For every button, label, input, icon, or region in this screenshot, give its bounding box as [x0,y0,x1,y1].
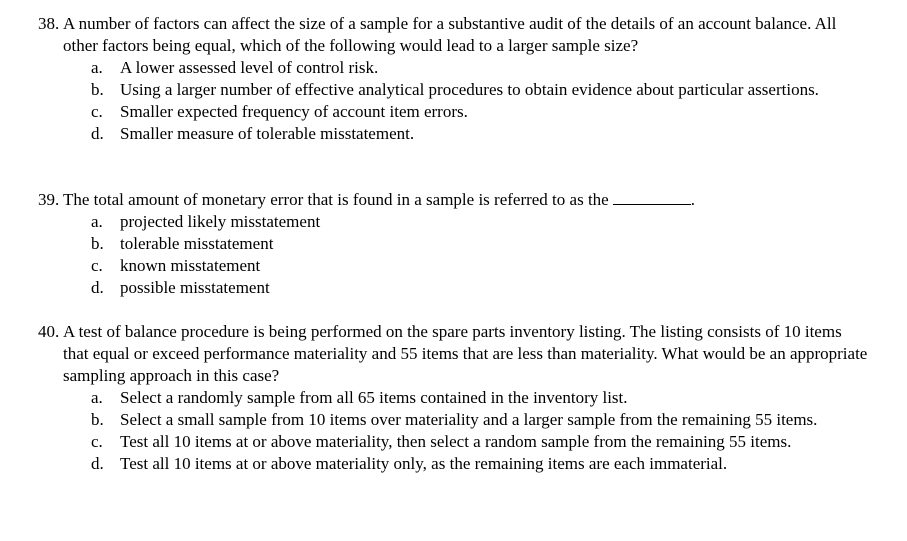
option-b [38,79,868,101]
option-text: projected likely misstatement [120,212,321,231]
options-list [38,57,868,145]
option-letter: d. [91,278,104,297]
option-letter: a. [91,388,103,407]
question-40 [38,321,868,475]
option-a [38,211,868,233]
options-list [38,211,868,299]
options-list [38,387,868,475]
question-text: The total amount of monetary error that is found in a sample is referred to as the [63,190,609,209]
question-text: A test of balance procedure is being performed on the spare parts inventory listing. The listing consists of 10 items that equal or exceed performance materiality and 55 items that are less than materiality. What would be an appropriate sampling approach in this case? [63,322,868,385]
question-stem [38,321,868,387]
option-text: Smaller measure of tolerable misstatement. [120,124,415,143]
option-letter: a. [91,58,103,77]
question-stem [38,13,868,57]
option-text: known misstatement [120,256,261,275]
question-39 [38,189,868,299]
option-text: tolerable misstatement [120,234,274,253]
option-b [38,409,868,431]
option-text: Test all 10 items at or above materiality, then select a random sample from the remaining 55 items. [120,432,792,451]
option-letter: b. [91,234,104,253]
option-text: Select a small sample from 10 items over materiality and a larger sample from the remaining 55 items. [120,410,818,429]
option-d [38,453,868,475]
option-d [38,277,868,299]
option-c [38,431,868,453]
option-text: A lower assessed level of control risk. [120,58,379,77]
question-stem [38,189,868,211]
option-text: Test all 10 items at or above materiality only, as the remaining items are each immaterial. [120,454,728,473]
option-d [38,123,868,145]
question-number: 39. [38,190,60,209]
option-letter: c. [91,432,103,451]
option-a [38,57,868,79]
option-text: Using a larger number of effective analytical procedures to obtain evidence about particular assertions. [120,80,819,99]
option-text: Select a randomly sample from all 65 items contained in the inventory list. [120,388,628,407]
option-letter: d. [91,124,104,143]
question-text: A number of factors can affect the size of a sample for a substantive audit of the details of an account balance. All other factors being equal, which of the following would lead to a larger sample size? [63,14,837,55]
option-a [38,387,868,409]
option-letter: a. [91,212,103,231]
option-letter: b. [91,80,104,99]
option-b [38,233,868,255]
question-38 [38,13,868,145]
option-c [38,101,868,123]
option-letter: b. [91,410,104,429]
option-letter: c. [91,102,103,121]
question-number: 40. [38,322,60,341]
question-number: 38. [38,14,60,33]
answer-blank [613,189,691,205]
option-text: Smaller expected frequency of account item errors. [120,102,468,121]
option-c [38,255,868,277]
option-text: possible misstatement [120,278,270,297]
question-text-end: . [690,190,695,209]
option-letter: d. [91,454,104,473]
option-letter: c. [91,256,103,275]
